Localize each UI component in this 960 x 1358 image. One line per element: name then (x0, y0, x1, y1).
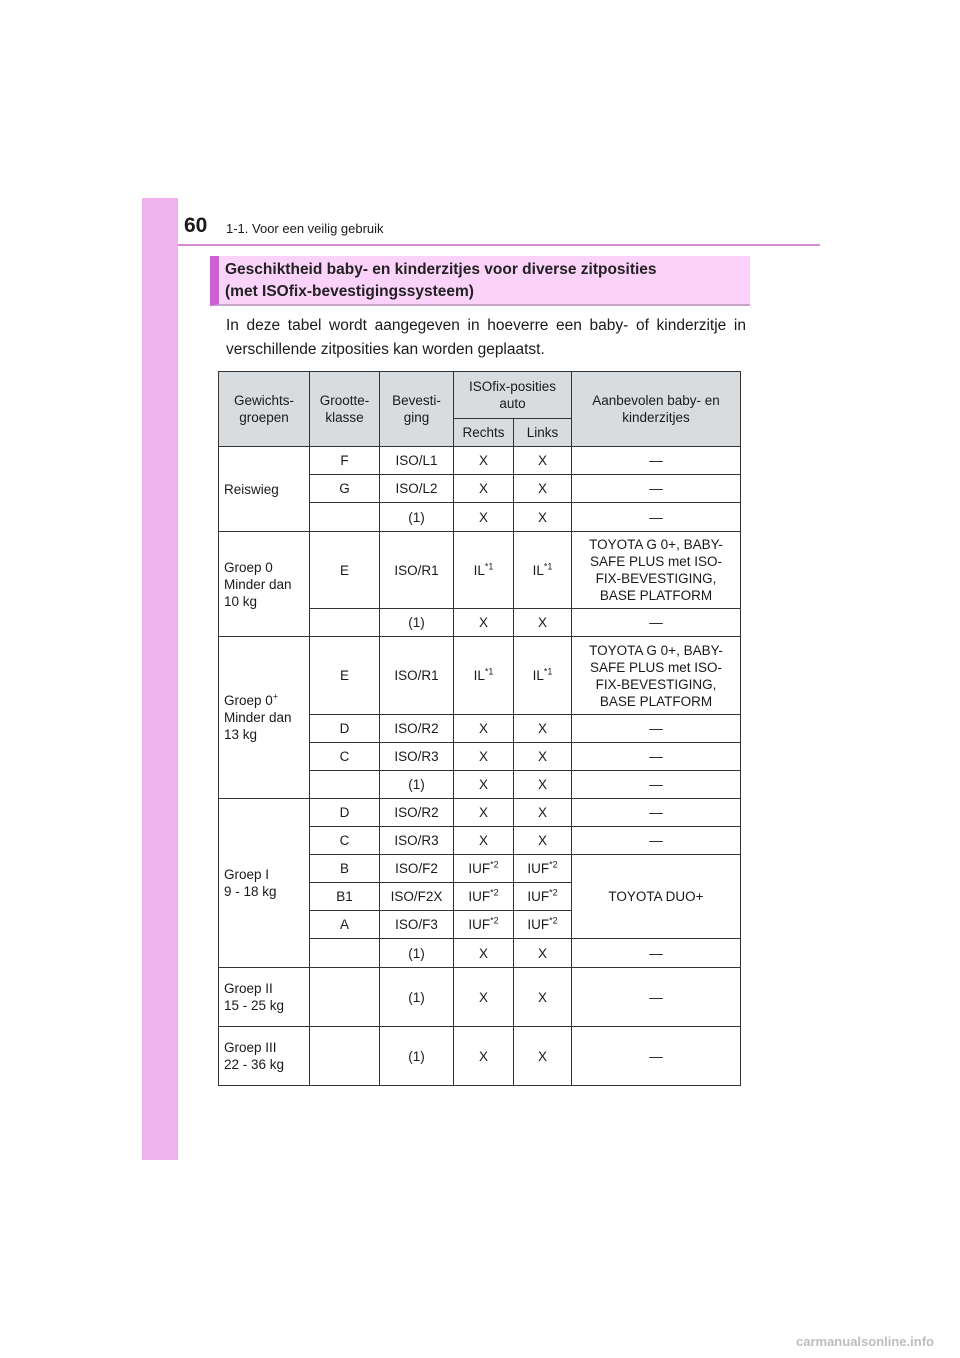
seat-compatibility-table (218, 371, 741, 1086)
il-label: IL (532, 562, 544, 578)
table-cell: B1 (310, 883, 380, 911)
table-cell: ISO/L1 (380, 447, 454, 475)
table-cell: (1) (380, 503, 454, 532)
header-left: Links (514, 419, 572, 447)
table-cell: G (310, 475, 380, 503)
footnote-marker: *1 (484, 666, 494, 677)
table-cell: D (310, 715, 380, 743)
footnote-marker: *2 (549, 887, 558, 898)
table-cell: — (572, 1027, 741, 1086)
footnote-marker: *1 (543, 561, 553, 571)
table-cell (310, 503, 380, 532)
table-cell (454, 855, 514, 883)
table-cell: — (572, 503, 741, 532)
group-0-plus-name: Groep 0 (224, 693, 273, 708)
group-0: Groep 0 Minder dan 10 kg (219, 532, 310, 637)
header-size-class: Grootte- klasse (310, 372, 380, 447)
group-0-plus (219, 637, 310, 799)
table-cell: X (454, 939, 514, 968)
table-cell: ISO/R2 (380, 715, 454, 743)
iuf-label: IUF (468, 889, 491, 904)
header-right: Rechts (454, 419, 514, 447)
table-cell: ISO/R1 (380, 532, 454, 609)
table-cell (454, 911, 514, 939)
table-cell: E (310, 532, 380, 609)
table-cell: C (310, 827, 380, 855)
table-cell: — (572, 968, 741, 1027)
plus-sup: + (272, 691, 279, 702)
table-cell: ISO/R3 (380, 743, 454, 771)
table-cell: X (514, 968, 572, 1027)
table-cell: X (454, 771, 514, 799)
table-cell: ISO/R3 (380, 827, 454, 855)
heading-line-1: Geschiktheid baby- en kinderzitjes voor diverse zitposities (225, 261, 657, 278)
table-cell: — (572, 799, 741, 827)
table-cell: (1) (380, 1027, 454, 1086)
page-number: 60 (184, 214, 208, 237)
table-cell (310, 968, 380, 1027)
table-cell (454, 532, 514, 609)
iuf-label: IUF (468, 917, 491, 932)
table-cell: TOYOTA DUO+ (572, 855, 741, 939)
table-cell: ISO/R2 (380, 799, 454, 827)
table-cell: X (514, 799, 572, 827)
table-cell: X (514, 939, 572, 968)
table-cell (514, 855, 572, 883)
table-cell: (1) (380, 609, 454, 637)
table-cell: — (572, 939, 741, 968)
table-cell: X (454, 799, 514, 827)
table-cell: X (514, 447, 572, 475)
table-cell: D (310, 799, 380, 827)
footnote-marker: *2 (549, 859, 558, 870)
iuf-label: IUF (527, 861, 550, 876)
footnote-marker: *1 (484, 561, 494, 571)
table-cell: X (454, 968, 514, 1027)
section-title: 1-1. Voor een veilig gebruik (226, 221, 384, 236)
table-cell (514, 637, 572, 715)
table-cell: — (572, 447, 741, 475)
table-cell: — (572, 743, 741, 771)
table-cell: — (572, 475, 741, 503)
table-cell: X (454, 475, 514, 503)
table-cell: E (310, 637, 380, 715)
table-cell: (1) (380, 939, 454, 968)
footnote-marker: *2 (490, 915, 499, 926)
il-label: IL (473, 562, 485, 578)
table-cell: X (454, 715, 514, 743)
intro-paragraph: In deze tabel wordt aangegeven in hoeverre een baby- of kinderzitje in verschillende zitposities kan worden geplaatst. (226, 317, 746, 358)
table-cell: TOYOTA G 0+, BABY- SAFE PLUS met ISO- FIX-BEVESTIGING, BASE PLATFORM (572, 532, 741, 609)
table-cell: — (572, 827, 741, 855)
table-cell: (1) (380, 771, 454, 799)
il-label: IL (532, 668, 544, 683)
header-weight-groups: Gewichts- groepen (219, 372, 310, 447)
table-cell: X (454, 827, 514, 855)
heading-line-2: (met ISOfix-bevestigingssysteem) (225, 283, 474, 300)
table-cell: X (514, 743, 572, 771)
watermark: carmanualsonline.info (796, 1334, 934, 1349)
table-cell: TOYOTA G 0+, BABY- SAFE PLUS met ISO- FIX-BEVESTIGING, BASE PLATFORM (572, 637, 741, 715)
table-cell: X (454, 609, 514, 637)
table-cell: ISO/L2 (380, 475, 454, 503)
table-cell: — (572, 771, 741, 799)
table-cell (514, 883, 572, 911)
section-heading (210, 256, 750, 306)
table-cell: X (514, 827, 572, 855)
il-label: IL (473, 668, 485, 683)
table-cell: X (454, 447, 514, 475)
table-cell: A (310, 911, 380, 939)
table-cell: X (514, 503, 572, 532)
header-recommended-seats: Aanbevolen baby- en kinderzitjes (572, 372, 741, 447)
group-3: Groep III 22 - 36 kg (219, 1027, 310, 1086)
header-fixing: Bevesti- ging (380, 372, 454, 447)
footnote-marker: *2 (549, 915, 558, 926)
table-cell (310, 609, 380, 637)
table-cell: F (310, 447, 380, 475)
group-reiswieg: Reiswieg (219, 447, 310, 532)
table-cell (514, 532, 572, 609)
table-cell (310, 771, 380, 799)
chapter-tab-band (142, 198, 178, 1160)
footnote-marker: *2 (490, 859, 499, 870)
table-cell: X (514, 715, 572, 743)
table-cell: ISO/R1 (380, 637, 454, 715)
table-cell: X (514, 771, 572, 799)
table-cell: ISO/F2X (380, 883, 454, 911)
table-cell: X (514, 609, 572, 637)
table-cell: ISO/F2 (380, 855, 454, 883)
footnote-marker: *2 (490, 887, 499, 898)
table-cell: X (514, 475, 572, 503)
header-isofix-positions: ISOfix-posities auto (454, 372, 572, 419)
table-cell: X (514, 1027, 572, 1086)
table-cell: X (454, 743, 514, 771)
group-0-plus-weight: Minder dan 13 kg (224, 710, 292, 742)
table-cell: X (454, 503, 514, 532)
table-cell: C (310, 743, 380, 771)
group-2: Groep II 15 - 25 kg (219, 968, 310, 1027)
table-cell: ISO/F3 (380, 911, 454, 939)
iuf-label: IUF (468, 861, 491, 876)
table-cell (454, 637, 514, 715)
table-cell: B (310, 855, 380, 883)
table-cell: X (454, 1027, 514, 1086)
group-1: Groep I 9 - 18 kg (219, 799, 310, 968)
table-cell: — (572, 715, 741, 743)
table-cell: — (572, 609, 741, 637)
footnote-marker: *1 (543, 666, 553, 677)
iuf-label: IUF (527, 917, 550, 932)
table-cell (310, 1027, 380, 1086)
table-cell (310, 939, 380, 968)
table-cell (454, 883, 514, 911)
header-rule (178, 244, 820, 246)
iuf-label: IUF (527, 889, 550, 904)
table-cell: (1) (380, 968, 454, 1027)
table-cell (514, 911, 572, 939)
